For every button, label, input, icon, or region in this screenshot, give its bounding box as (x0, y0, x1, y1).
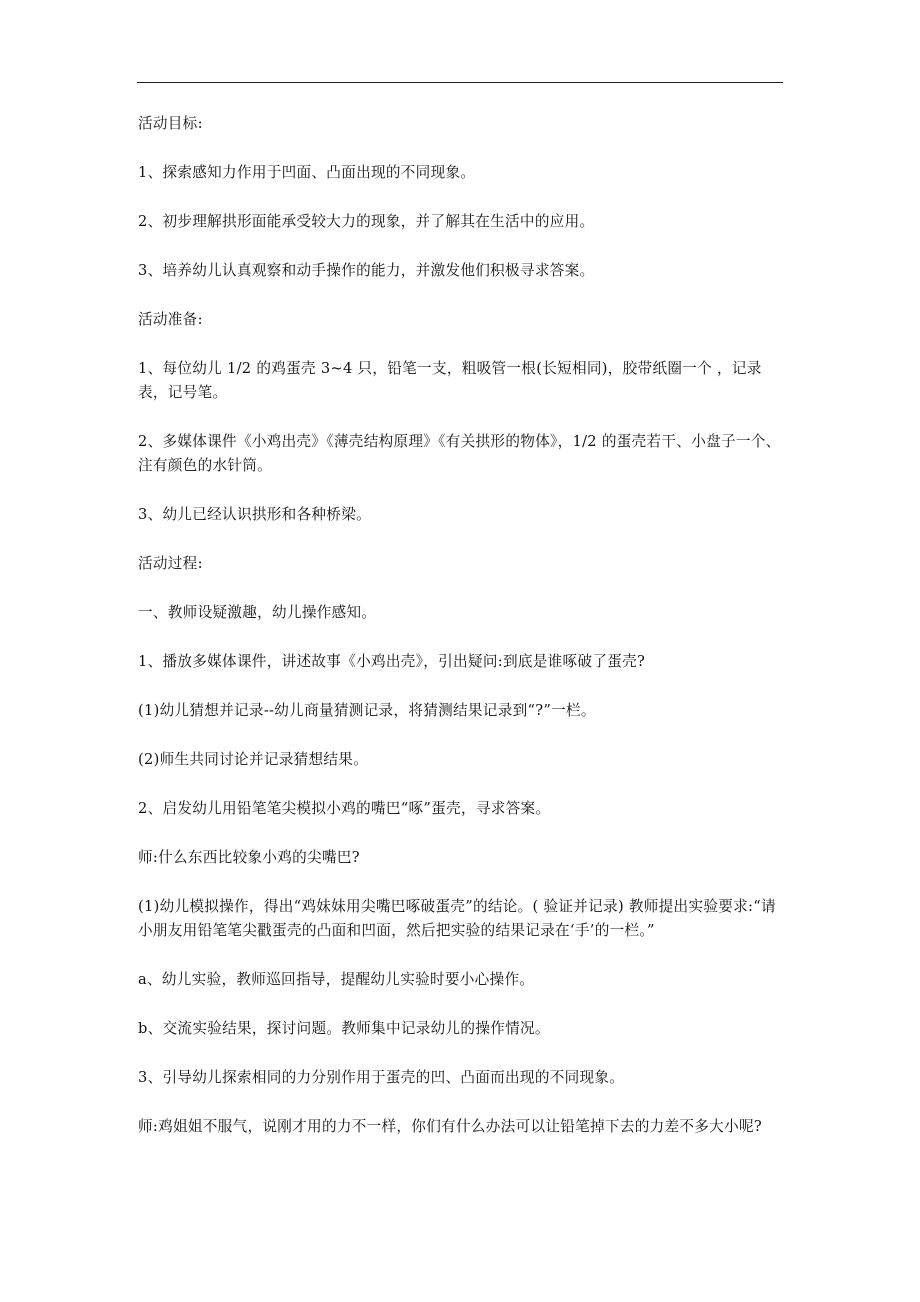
paragraph: (1)幼儿模拟操作，得出“鸡妹妹用尖嘴巴啄破蛋壳”的结论。( 验证并记录) 教师提出实验要求:“请小朋友用铅笔笔尖戳蛋壳的凸面和凹面，然后把实验的结果记录在‘手’的一栏。” (138, 898, 776, 939)
paragraph: 2、启发幼儿用铅笔笔尖模拟小鸡的嘴巴“啄”蛋壳，寻求答案。 (138, 800, 551, 817)
section-heading-process: 活动过程: (138, 555, 203, 572)
paragraph: a、幼儿实验，教师巡回指导，提醒幼儿实验时要小心操作。 (138, 971, 535, 988)
document-body (138, 112, 786, 1164)
paragraph: 2、多媒体课件《小鸡出壳》《薄壳结构原理》《有关拱形的物体》，1/2 的蛋壳若干、小盘子一个、 注有颜色的水针筒。 (138, 433, 781, 474)
paragraph: (1)幼儿猜想并记录--幼儿商量猜测记录，将猜测结果记录到“?”一栏。 (138, 702, 596, 719)
section-heading-preparation: 活动准备: (138, 311, 203, 328)
paragraph: 2、初步理解拱形面能承受较大力的现象，并了解其在生活中的应用。 (138, 213, 595, 230)
header-rule (137, 82, 783, 83)
paragraph: (2)师生共同讨论并记录猜想结果。 (138, 751, 369, 768)
paragraph: 3、培养幼儿认真观察和动手操作的能力，并激发他们积极寻求答案。 (138, 262, 595, 279)
paragraph: 师:鸡姐姐不服气，说刚才用的力不一样，你们有什么办法可以让铅笔掉下去的力差不多大小呢? (138, 1118, 762, 1135)
paragraph: 1、播放多媒体课件，讲述故事《小鸡出壳》，引出疑问:到底是谁啄破了蛋壳? (138, 653, 646, 670)
paragraph: b、交流实验结果，探讨问题。教师集中记录幼儿的操作情况。 (138, 1020, 550, 1037)
paragraph: 师:什么东西比较象小鸡的尖嘴巴? (138, 849, 360, 866)
paragraph: 3、幼儿已经认识拱形和各种桥梁。 (138, 506, 371, 523)
paragraph: 1、探索感知力作用于凹面、凸面出现的不同现象。 (138, 164, 476, 181)
paragraph: 3、引导幼儿探索相同的力分别作用于蛋壳的凹、凸面而出现的不同现象。 (138, 1069, 625, 1086)
paragraph: 1、每位幼儿 1/2 的鸡蛋壳 3~4 只，铅笔一支，粗吸管一根(长短相同)，胶带纸圈一个 ，记录表，记号笔。 (138, 360, 762, 401)
section-heading-goals: 活动目标: (138, 115, 203, 132)
paragraph: 一、教师设疑激趣，幼儿操作感知。 (138, 604, 377, 621)
